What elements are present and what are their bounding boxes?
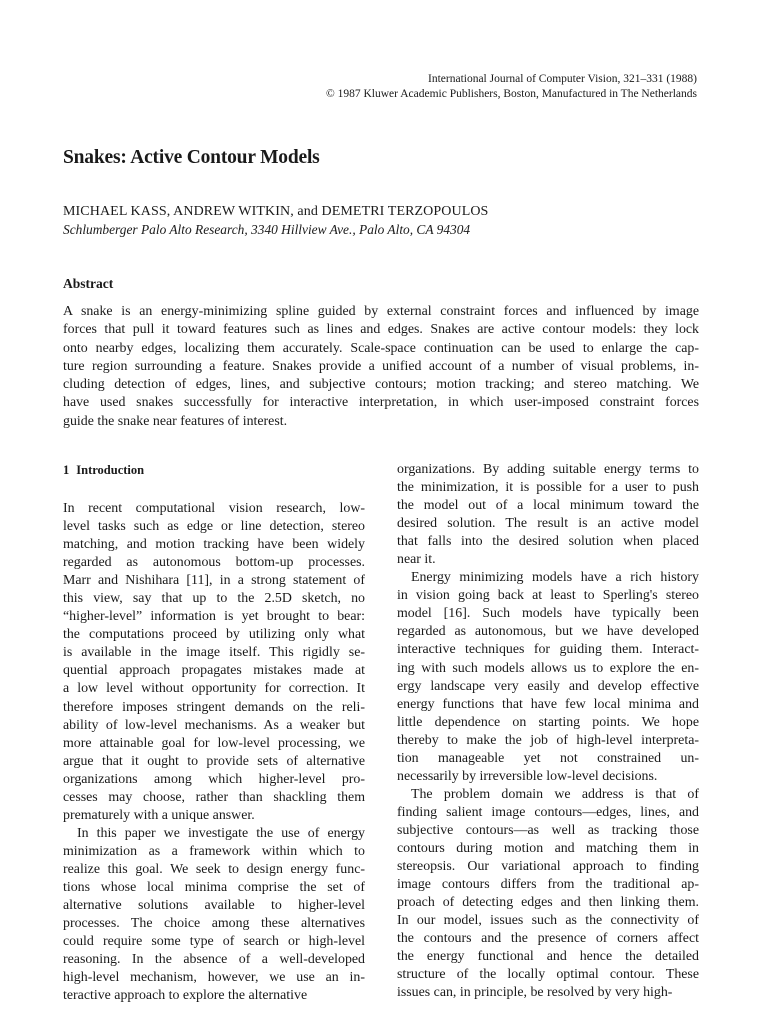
body-text-line: therefore imposes stringent demands on the reli- — [63, 699, 365, 715]
right-text-column — [397, 461, 699, 1002]
journal-header — [326, 72, 697, 102]
abstract-body — [63, 303, 699, 431]
body-text-line: model [16]. Such models have typically been — [397, 606, 699, 622]
section-title: Introduction — [76, 463, 145, 477]
abstract-line: guide the snake near features of interest. — [63, 413, 288, 429]
body-text-line: “higher-level” information is yet brought to bear: — [63, 609, 365, 625]
body-text-line: the minimization, it is possible for a user to push — [397, 480, 699, 496]
author-affiliation: Schlumberger Palo Alto Research, 3340 Hillview Ave., Palo Alto, CA 94304 — [63, 222, 471, 237]
body-text-line: prematurely with a unique answer. — [63, 807, 255, 823]
body-text-line: reasoning. In the absence of a well-developed — [63, 952, 365, 968]
body-text-line: processes. The choice among these alternatives — [63, 916, 365, 932]
body-text-line: energy functions that have few local minima and — [397, 696, 699, 712]
body-text-line: near it. — [397, 552, 436, 568]
abstract-line: onto nearby edges, localizing them accurately. Scale-space continuation can be used to enlarge the cap- — [63, 340, 699, 356]
journal-citation: International Journal of Computer Vision, 321–331 (1988) — [428, 73, 697, 85]
body-text-line: is available in the image itself. This rigidly se- — [63, 645, 365, 661]
body-text-line: the contours and the presence of corners affect — [397, 931, 699, 947]
body-text-line: Energy minimizing models have a rich history — [411, 570, 699, 586]
copyright-notice: © 1987 Kluwer Academic Publishers, Boston, Manufactured in The Netherlands — [325, 88, 697, 100]
body-text-line: thereby to make the job of high-level interpreta- — [397, 732, 699, 748]
body-text-line: interactive techniques for guiding them. Interact- — [397, 642, 699, 658]
body-text-line: ing with such models allows us to explore the en- — [397, 660, 699, 676]
body-text-line: proach of detecting edges and then linking them. — [397, 895, 699, 911]
body-text-line: stereopsis. Our variational approach to finding — [397, 859, 699, 875]
body-text-line: image contours differs from the traditional ap- — [397, 877, 699, 893]
section-number: 1 — [63, 463, 70, 477]
body-text-line: could require some type of search or high-level — [63, 934, 365, 950]
left-text-column — [63, 500, 365, 1005]
abstract-line: A snake is an energy-minimizing spline guided by external constraint forces and influenced by image — [63, 304, 699, 319]
body-text-line: minimization as a framework within which to — [63, 843, 365, 859]
body-text-line: regarded as autonomous bottom-up processes. — [63, 555, 365, 571]
body-text-line: more attainable goal for low-level processing, we — [63, 735, 365, 751]
body-text-line: ability of low-level mechanisms. As a weaker but — [63, 717, 365, 733]
body-text-line: matching, and motion tracking have been widely — [63, 537, 365, 553]
body-text-line: contours during motion and matching them in — [397, 840, 699, 856]
body-text-line: that falls into the desired solution when placed — [397, 534, 699, 550]
body-text-line: the model out of a local minimum toward the — [397, 498, 699, 514]
body-text-line: level tasks such as edge or line detection, stereo — [63, 519, 365, 535]
body-text-line: quential approach propagates mistakes made at — [63, 663, 365, 679]
body-text-line: in vision going back at least to Sperling's stereo — [397, 588, 699, 604]
paper-title: Snakes: Active Contour Models — [63, 147, 320, 168]
body-text-line: necessarily by irreversible low-level decisions. — [397, 768, 658, 784]
body-text-line: the energy functional and hence the detailed — [397, 949, 699, 965]
body-text-line: Marr and Nishihara [11], in a strong statement of — [63, 573, 365, 589]
body-text-line: alternative solutions available to higher-level — [63, 898, 365, 914]
body-text-line: organizations. By adding suitable energy terms to — [397, 462, 699, 477]
section-heading-introduction — [63, 463, 144, 478]
body-text-line: high-level mechanism, however, we use an in- — [63, 970, 365, 986]
author-list: MICHAEL KASS, ANDREW WITKIN, and DEMETRI TERZOPOULOS — [63, 204, 489, 219]
body-text-line: a low level without opportunity for correction. It — [63, 681, 365, 697]
body-text-line: In recent computational vision research, low- — [63, 501, 365, 516]
body-text-line: little dependence on starting points. We hope — [397, 714, 699, 730]
abstract-line: forces that pull it toward features such as lines and edges. Snakes are active contour models: they lock — [63, 322, 699, 338]
body-text-line: finding salient image contours—edges, lines, and — [397, 804, 699, 820]
body-text-line: teractive approach to explore the alternative — [63, 988, 308, 1004]
body-text-line: issues can, in principle, be resolved by very high- — [397, 985, 673, 1001]
body-text-line: ergy landscape very easily and develop effective — [397, 678, 699, 694]
body-text-line: tion manageable yet not constrained un- — [397, 750, 699, 766]
body-text-line: organizations among which higher-level pro- — [63, 771, 365, 787]
body-text-line: In our model, issues such as the connectivity of — [397, 913, 699, 929]
body-text-line: regarded as autonomous, but we have developed — [397, 624, 699, 640]
body-text-line: structure of the locally optimal contour. These — [397, 967, 699, 983]
abstract-heading: Abstract — [63, 276, 114, 291]
abstract-line: ture region surrounding a feature. Snakes provide a unified account of a number of visual problems, in- — [63, 358, 699, 374]
body-text-line: The problem domain we address is that of — [411, 786, 699, 802]
body-text-line: tions whose local minima comprise the set of — [63, 879, 365, 895]
body-text-line: argue that it ought to provide sets of alternative — [63, 753, 365, 769]
body-text-line: desired solution. The result is an active model — [397, 516, 699, 532]
body-text-line: cesses may choose, rather than shackling them — [63, 789, 365, 805]
body-text-line: In this paper we investigate the use of energy — [77, 825, 365, 841]
abstract-line: have used snakes successfully for interactive interpretation, in which user-imposed constraint forces — [63, 395, 699, 411]
abstract-line: cluding detection of edges, lines, and subjective contours; motion tracking; and stereo matching. We — [63, 377, 699, 393]
body-text-line: the computations proceed by utilizing only what — [63, 627, 365, 643]
body-text-line: subjective contours—as well as tracking those — [397, 822, 699, 838]
body-text-line: realize this goal. We seek to design energy func- — [63, 861, 365, 877]
body-text-line: this view, say that up to the 2.5D sketch, no — [63, 591, 365, 607]
